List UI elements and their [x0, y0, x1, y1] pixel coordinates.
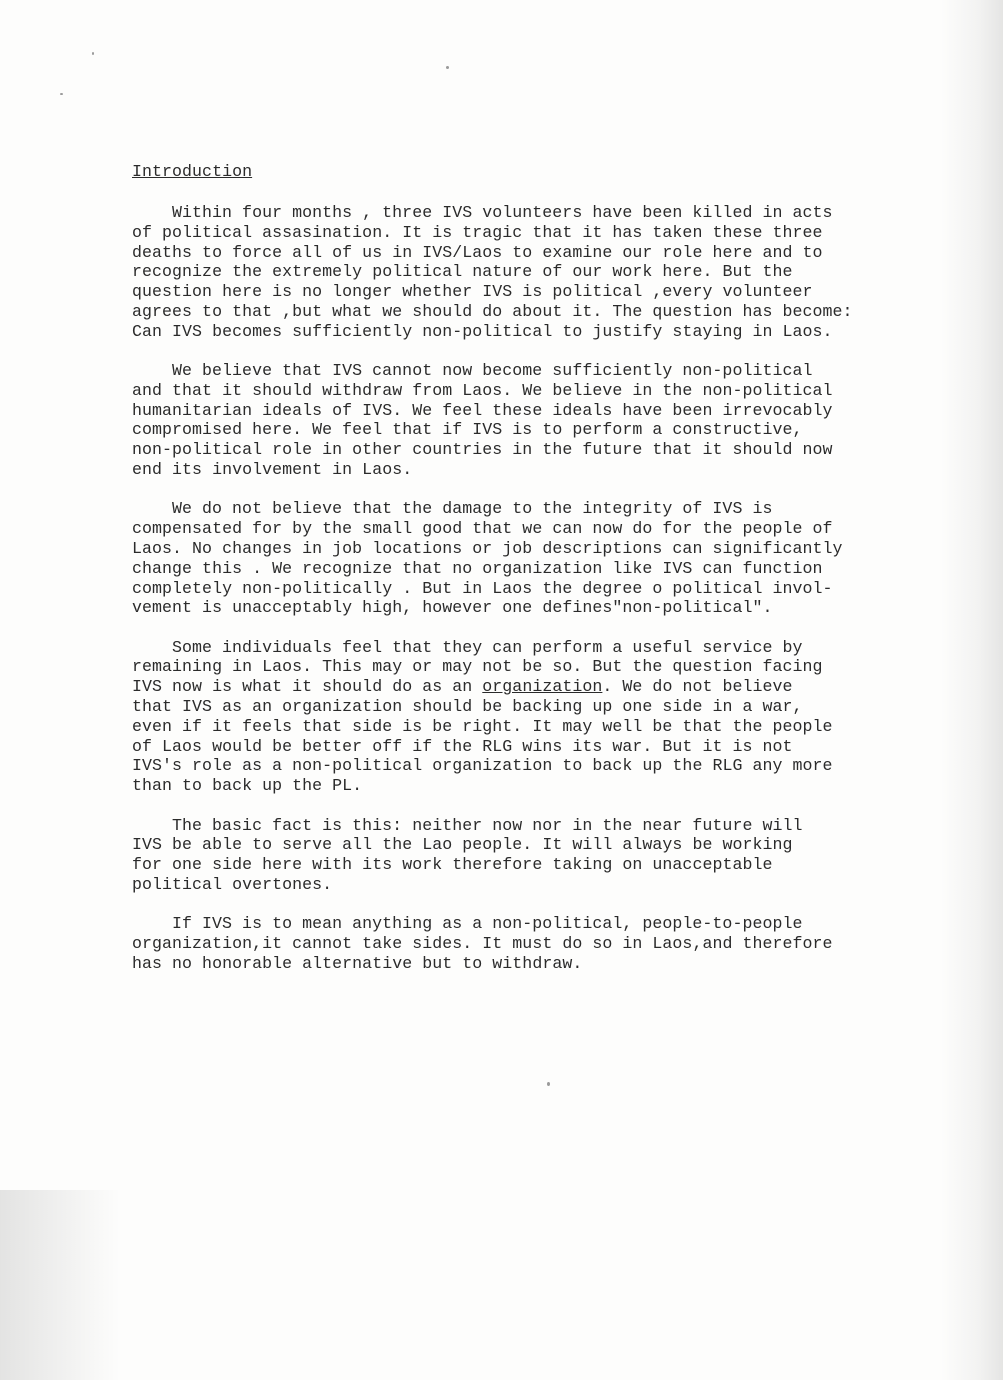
text-line: If IVS is to mean anything as a non-political, people-to-people — [172, 914, 803, 934]
text-line: organization,it cannot take sides. It must do so in Laos,and therefore — [132, 934, 833, 953]
scan-speck — [92, 52, 94, 55]
text-line: compensated for by the small good that we can now do for the people of — [132, 519, 833, 539]
paragraph-6 — [132, 914, 852, 973]
paragraph-5 — [132, 816, 852, 895]
typed-text — [132, 162, 852, 993]
page-edge-shadow — [941, 0, 1003, 1380]
paragraph-3 — [132, 499, 852, 618]
text-line: has no honorable alternative but to withdraw. — [132, 953, 583, 973]
scan-speck — [446, 66, 449, 69]
text-line: and that it should withdraw from Laos. We believe in the non-political — [132, 380, 833, 400]
text-line: remaining in Laos. This may or may not be so. But the question facing — [132, 657, 823, 677]
text-line: compromised here. We feel that if IVS is to perform a constructive, — [132, 420, 803, 440]
text-line: We do not believe that the damage to the integrity of IVS is — [172, 499, 773, 519]
text-line: of political assasination. It is tragic that it has taken these three — [132, 222, 823, 242]
document-heading: Introduction — [132, 162, 253, 181]
text-line: completely non-politically . But in Laos the degree o political invol- — [132, 578, 833, 598]
paragraph-4 — [132, 638, 852, 796]
paragraph-1 — [132, 203, 852, 342]
text-fragment: . We do not believe — [602, 677, 793, 697]
text-line: Can IVS becomes sufficiently non-political to justify staying in Laos. — [132, 321, 833, 341]
text-line: for one side here with its work therefore taking on unacceptable — [132, 855, 773, 875]
scan-speck — [60, 93, 63, 95]
underlined-word: organization — [482, 677, 603, 697]
text-line: than to back up the PL. — [132, 776, 363, 796]
paragraph-2 — [132, 361, 852, 480]
text-line: political overtones. — [132, 874, 333, 894]
text-line-with-underline — [132, 677, 852, 697]
text-line: deaths to force all of us in IVS/Laos to examine our role here and to — [132, 242, 823, 262]
scan-speck — [547, 1082, 550, 1086]
text-line: question here is no longer whether IVS is political ,every volunteer — [132, 282, 813, 302]
text-line: Within four months , three IVS volunteers have been killed in acts — [172, 203, 833, 222]
page-corner-shadow — [0, 1190, 120, 1380]
text-line: of Laos would be better off if the RLG wins its war. But it is not — [132, 736, 793, 756]
text-line: agrees to that ,but what we should do about it. The question has become: — [132, 301, 853, 321]
text-line: recognize the extremely political nature of our work here. But the — [132, 262, 793, 282]
text-line: The basic fact is this: neither now nor in the near future will — [172, 815, 803, 835]
text-fragment: IVS now is what it should do as an — [132, 677, 483, 697]
text-line: non-political role in other countries in the future that it should now — [132, 440, 833, 460]
text-line: Laos. No changes in job locations or job descriptions can significantly — [132, 538, 843, 558]
text-line: change this . We recognize that no organization like IVS can function — [132, 558, 823, 578]
text-line: IVS's role as a non-political organization to back up the RLG any more — [132, 756, 833, 776]
text-line: Some individuals feel that they can perform a useful service by — [172, 637, 803, 657]
text-line: even if it feels that side is be right. It may well be that the people — [132, 716, 833, 736]
text-line: humanitarian ideals of IVS. We feel these ideals have been irrevocably — [132, 400, 833, 420]
text-line: vement is unacceptably high, however one defines"non-political". — [132, 598, 773, 618]
text-line: that IVS as an organization should be backing up one side in a war, — [132, 697, 803, 717]
text-line: We believe that IVS cannot now become sufficiently non-political — [172, 361, 813, 381]
text-line: end its involvement in Laos. — [132, 460, 413, 480]
text-line: IVS be able to serve all the Lao people. It will always be working — [132, 835, 793, 855]
